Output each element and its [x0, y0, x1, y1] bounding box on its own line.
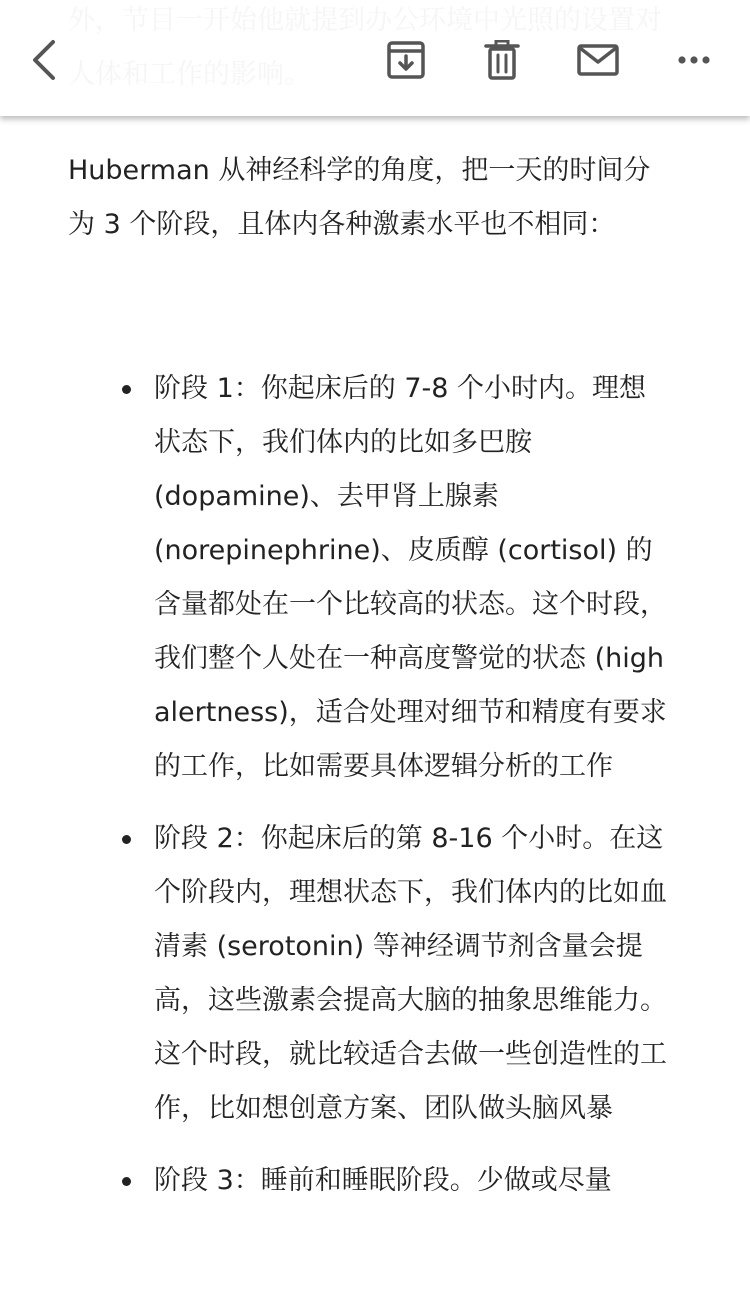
more-horizontal-icon	[677, 55, 711, 65]
list-item	[68, 812, 668, 1136]
back-button[interactable]	[14, 30, 74, 90]
intro-paragraph: Huberman 从神经科学的角度，把一天的时间分为 3 个阶段，且体内各种激素水平也不相同：	[68, 155, 651, 240]
article-body	[68, 144, 668, 1196]
envelope-icon	[577, 44, 619, 76]
more-options-button[interactable]	[664, 30, 724, 90]
trash-icon	[484, 40, 520, 80]
bullet-marker	[122, 1177, 131, 1186]
stage-list	[68, 362, 668, 1226]
archive-download-icon	[386, 40, 426, 80]
list-item	[68, 362, 668, 794]
list-item-text: 阶段 1：你起床后的 7-8 个小时内。理想状态下，我们体内的比如多巴胺 (dopamine)、去甲肾上腺素 (norepinephrine)、皮质醇 (cortisol) 的含量都处在一个比较高的状态。这个时段，我们整个人处在一种高度警觉的状态 (high alertness)，适合处理对细节和精度有要求的工作，比如需要具体逻辑分析的工作	[154, 373, 667, 782]
list-item-text: 阶段 3：睡前和睡眠阶段。少做或尽量	[154, 1165, 612, 1196]
list-item-text: 阶段 2：你起床后的第 8-16 个小时。在这个阶段内，理想状态下，我们体内的比如血清素 (serotonin) 等神经调节剂含量会提高，这些激素会提高大脑的抽象思维能力。这个时段，就比较适合去做一些创造性的工作，比如想创意方案、团队做头脑风暴	[154, 823, 667, 1124]
chevron-left-icon	[29, 38, 59, 82]
archive-button[interactable]	[376, 30, 436, 90]
mail-button[interactable]	[568, 30, 628, 90]
bullet-marker	[122, 385, 131, 394]
list-item	[68, 1154, 668, 1208]
delete-button[interactable]	[472, 30, 532, 90]
message-action-toolbar	[0, 0, 750, 116]
bullet-marker	[122, 835, 131, 844]
